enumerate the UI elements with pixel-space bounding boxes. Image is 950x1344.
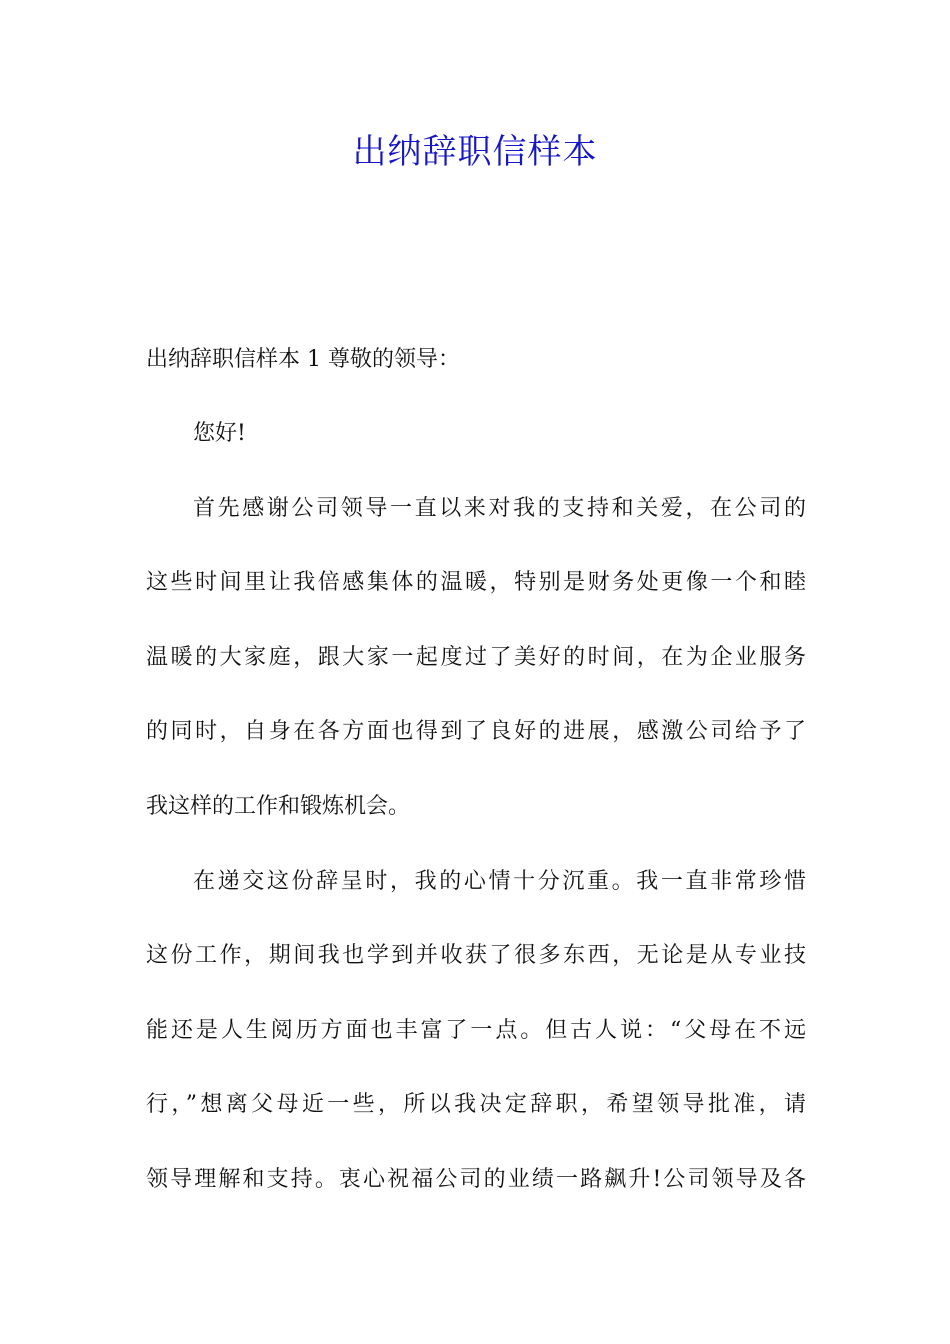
paragraph-1-line-3: 温暖的大家庭，跟大家一起度过了美好的时间，在为企业服务 bbox=[146, 645, 806, 670]
paragraph-1-line-5: 我这样的工作和锻炼机会。 bbox=[146, 794, 411, 819]
salutation-line: 出纳辞职信样本 1 尊敬的领导： bbox=[146, 347, 460, 372]
document-title: 出纳辞职信样本 bbox=[352, 132, 598, 172]
paragraph-2-line-4: 行，”想离父母近一些，所以我决定辞职，希望领导批准，请 bbox=[146, 1092, 806, 1117]
paragraph-2-line-5: 领导理解和支持。衷心祝福公司的业绩一路飙升!公司领导及各 bbox=[146, 1167, 806, 1192]
paragraph-1-line-2: 这些时间里让我倍感集体的温暖，特别是财务处更像一个和睦 bbox=[146, 570, 806, 595]
paragraph-2-line-3: 能还是人生阅历方面也丰富了一点。但古人说：“父母在不远 bbox=[146, 1018, 806, 1043]
paragraph-2-line-2: 这份工作，期间我也学到并收获了很多东西，无论是从专业技 bbox=[146, 943, 806, 968]
paragraph-2-line-1: 在递交这份辞呈时，我的心情十分沉重。我一直非常珍惜 bbox=[193, 869, 806, 894]
paragraph-1-line-4: 的同时，自身在各方面也得到了良好的进展，感激公司给予了 bbox=[146, 719, 806, 744]
paragraph-1-line-1: 首先感谢公司领导一直以来对我的支持和关爱，在公司的 bbox=[193, 496, 806, 521]
greeting-line: 您好! bbox=[193, 421, 246, 446]
